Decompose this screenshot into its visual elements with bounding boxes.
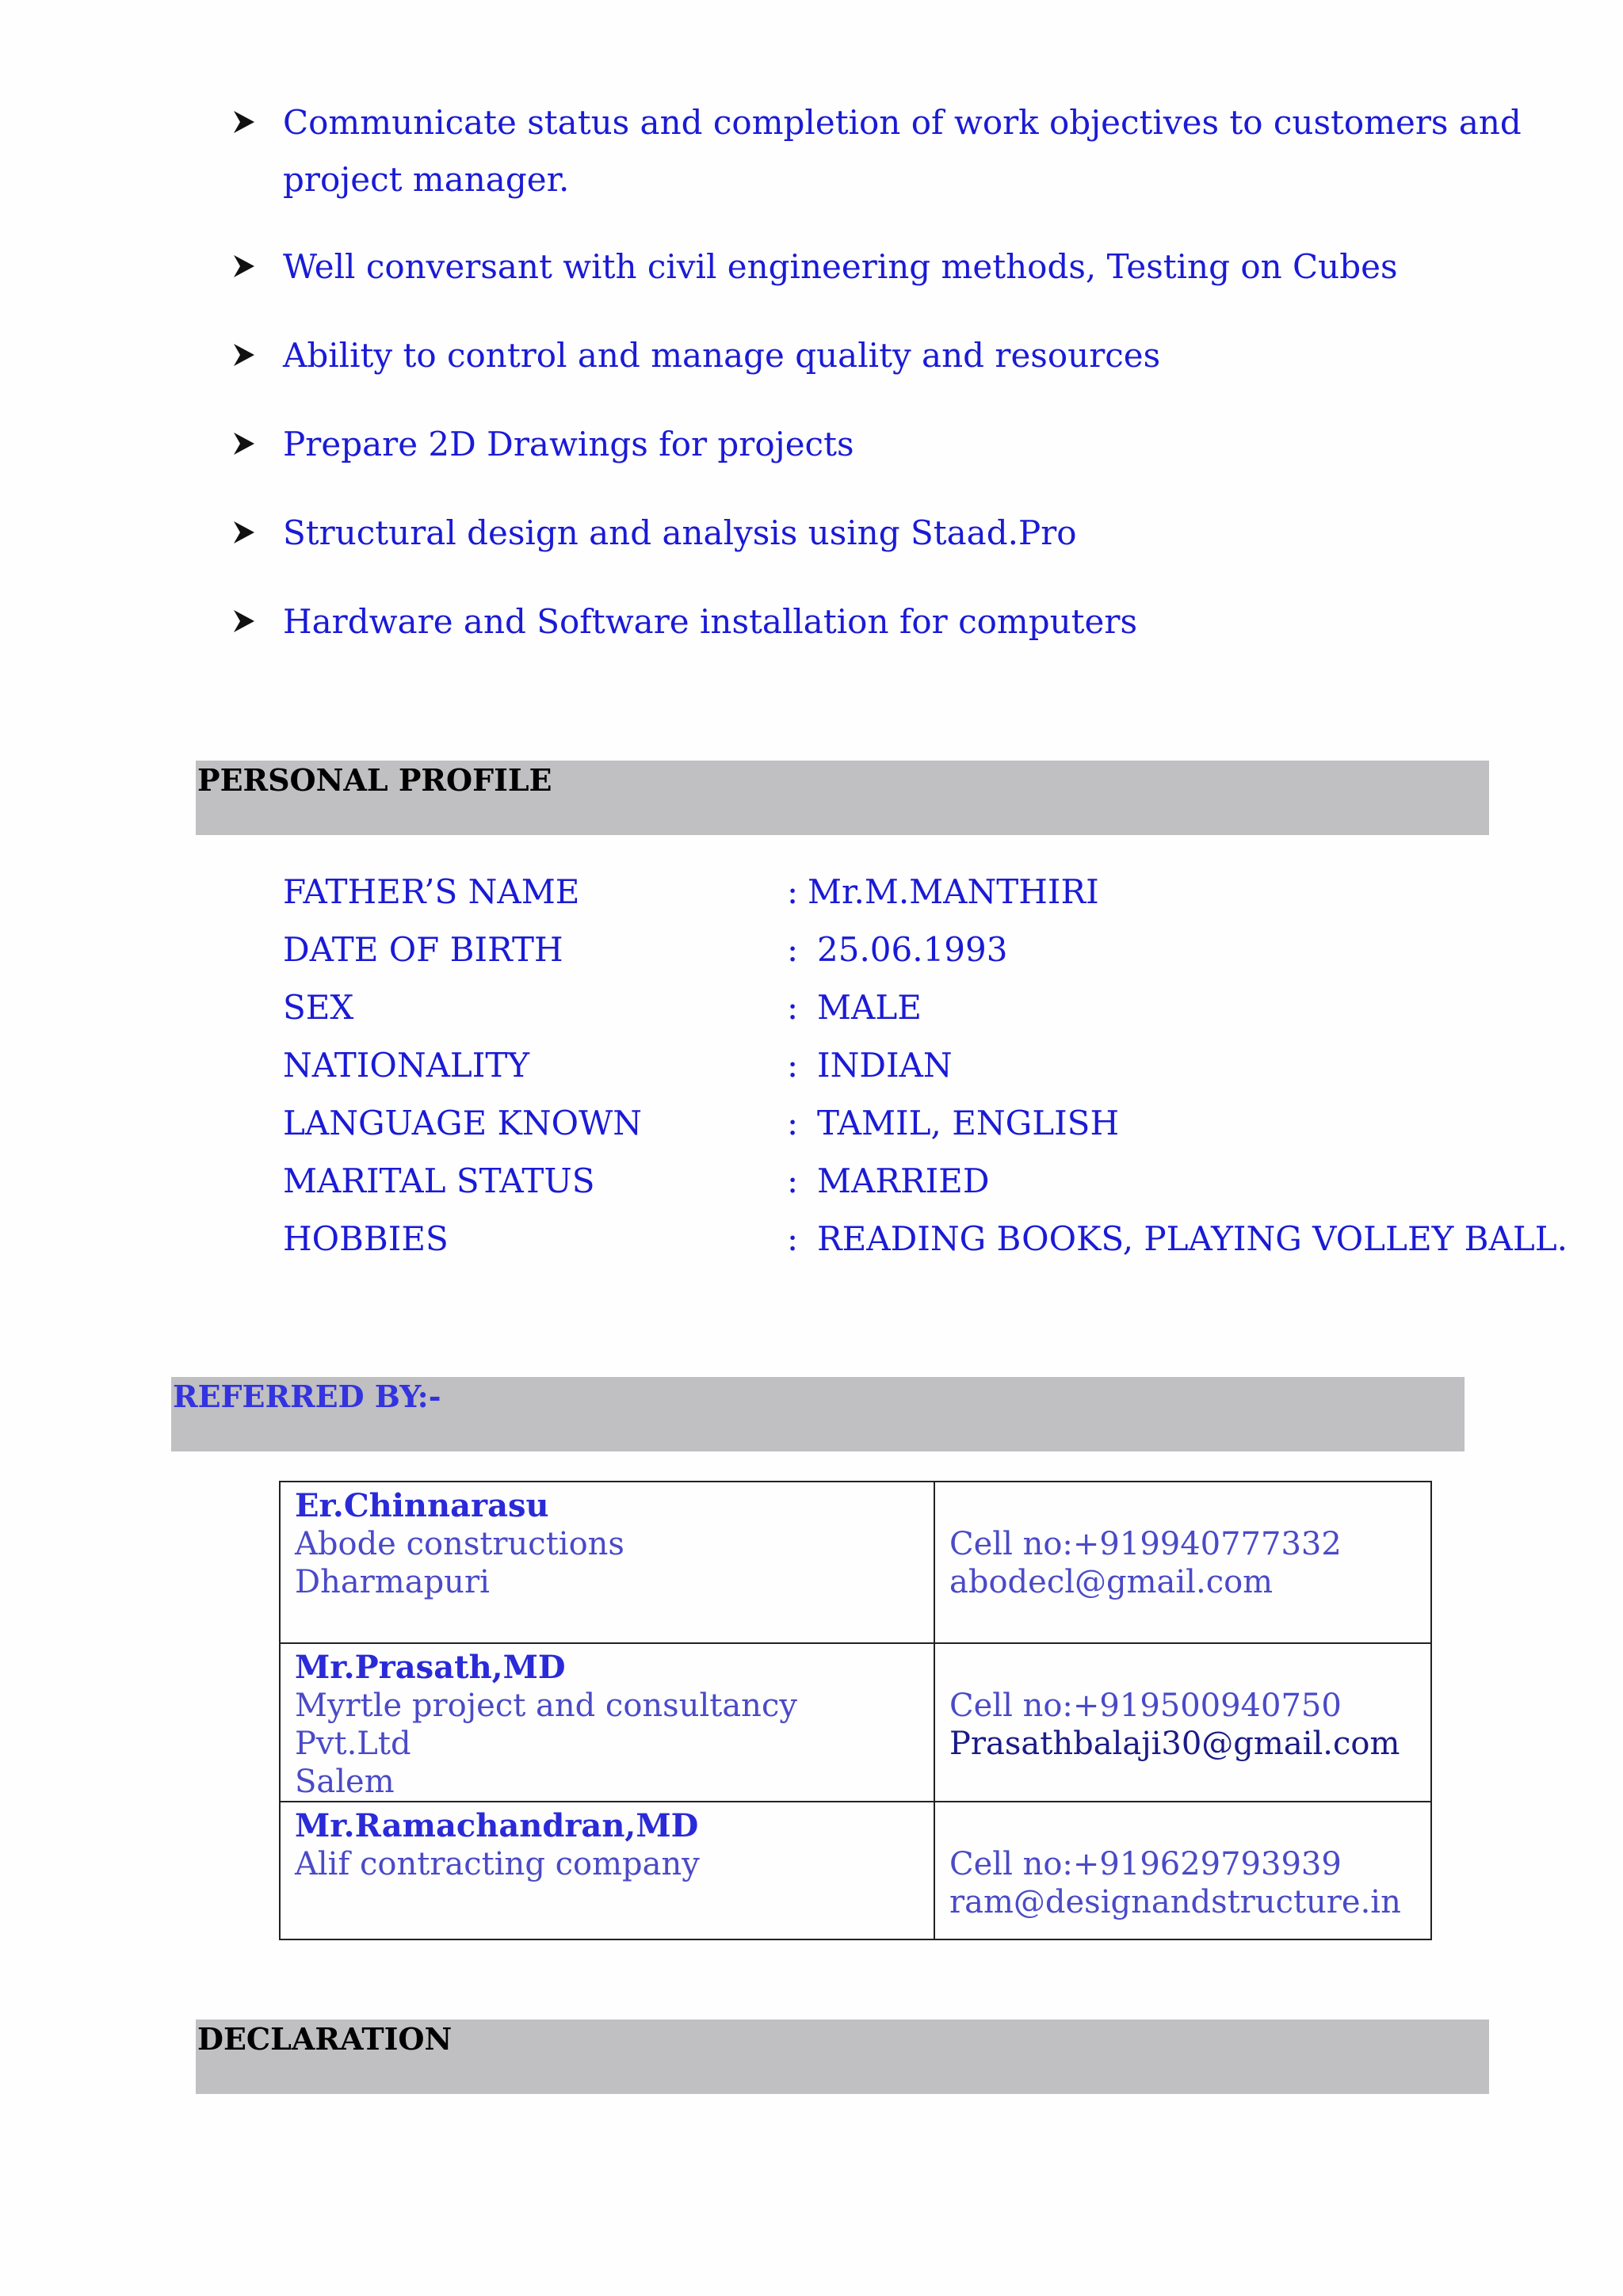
profile-row-nationality <box>283 1046 1623 1104</box>
profile-row-fathers-name <box>283 872 1623 931</box>
profile-label: HOBBIES <box>283 1219 449 1258</box>
reference-name: Er.Chinnarasu <box>295 1487 549 1524</box>
profile-separator: : <box>787 1161 799 1200</box>
skill-text: Communicate status and completion of work objectives to customers and <box>283 103 1522 142</box>
profile-value: 25.06.1993 <box>817 930 1008 969</box>
reference-contact-cell <box>934 1643 1431 1802</box>
table-row <box>280 1643 1431 1802</box>
arrow-bullet-icon <box>234 610 254 632</box>
profile-value: MARRIED <box>817 1161 990 1200</box>
reference-name-cell <box>280 1482 934 1643</box>
arrow-bullet-icon <box>234 433 254 455</box>
reference-email: ram@designandstructure.in <box>949 1884 1401 1920</box>
reference-name: Mr.Prasath,MD <box>295 1649 566 1686</box>
profile-value: Mr.M.MANTHIRI <box>808 872 1099 911</box>
profile-separator: : <box>787 930 799 969</box>
profile-label: LANGUAGE KNOWN <box>283 1104 642 1142</box>
reference-email: Prasathbalaji30@gmail.com <box>949 1726 1400 1762</box>
reference-name-cell <box>280 1643 934 1802</box>
reference-place: Dharmapuri <box>295 1564 490 1600</box>
profile-separator: : <box>787 1104 799 1142</box>
reference-email: abodecl@gmail.com <box>949 1564 1274 1600</box>
reference-place: Salem <box>295 1764 395 1800</box>
section-title: DECLARATION <box>197 2021 453 2057</box>
skill-text: Prepare 2D Drawings for projects <box>283 425 854 463</box>
reference-cell-number: Cell no:+919940777332 <box>949 1526 1342 1562</box>
skill-text: Structural design and analysis using Staad.Pro <box>283 513 1077 552</box>
reference-organization: Abode constructions <box>295 1526 624 1562</box>
profile-label: SEX <box>283 988 354 1027</box>
section-title: PERSONAL PROFILE <box>197 762 552 798</box>
reference-contact-cell <box>934 1802 1431 1939</box>
skill-text: Ability to control and manage quality and resources <box>283 336 1161 375</box>
profile-row-hobbies <box>283 1219 1623 1278</box>
arrow-bullet-icon <box>234 111 254 133</box>
section-title: REFERRED BY:- <box>173 1379 441 1414</box>
profile-separator: : <box>787 1219 799 1258</box>
profile-label: MARITAL STATUS <box>283 1161 595 1200</box>
profile-separator: : <box>787 872 799 911</box>
arrow-bullet-icon <box>234 255 254 277</box>
profile-value: MALE <box>817 988 922 1027</box>
profile-row-date-of-birth <box>283 930 1623 989</box>
profile-row-language-known <box>283 1104 1623 1162</box>
reference-name-cell <box>280 1802 934 1939</box>
skill-text: project manager. <box>283 160 570 199</box>
reference-contact-cell <box>934 1482 1431 1643</box>
skill-text: Hardware and Software installation for computers <box>283 602 1138 641</box>
table-row <box>280 1482 1431 1643</box>
profile-label: NATIONALITY <box>283 1046 530 1085</box>
reference-cell-number: Cell no:+919629793939 <box>949 1846 1342 1882</box>
reference-cell-number: Cell no:+919500940750 <box>949 1688 1342 1724</box>
personal-profile-header <box>196 761 1489 835</box>
profile-row-sex <box>283 988 1623 1047</box>
arrow-bullet-icon <box>234 521 254 543</box>
references-table <box>279 1481 1432 1940</box>
table-row <box>280 1802 1431 1939</box>
profile-separator: : <box>787 1046 799 1085</box>
profile-value: INDIAN <box>817 1046 953 1085</box>
profile-row-marital-status <box>283 1161 1623 1220</box>
reference-organization: Myrtle project and consultancy Pvt.Ltd <box>295 1688 797 1762</box>
profile-value: READING BOOKS, PLAYING VOLLEY BALL. <box>817 1219 1568 1258</box>
profile-label: DATE OF BIRTH <box>283 930 563 969</box>
declaration-header <box>196 2019 1489 2094</box>
referred-by-header <box>171 1377 1465 1451</box>
arrow-bullet-icon <box>234 344 254 366</box>
skill-text: Well conversant with civil engineering methods, Testing on Cubes <box>283 247 1398 286</box>
reference-organization: Alif contracting company <box>295 1846 700 1882</box>
profile-label: FATHER’S NAME <box>283 872 580 911</box>
reference-name: Mr.Ramachandran,MD <box>295 1807 699 1844</box>
profile-value: TAMIL, ENGLISH <box>817 1104 1120 1142</box>
profile-separator: : <box>787 988 799 1027</box>
